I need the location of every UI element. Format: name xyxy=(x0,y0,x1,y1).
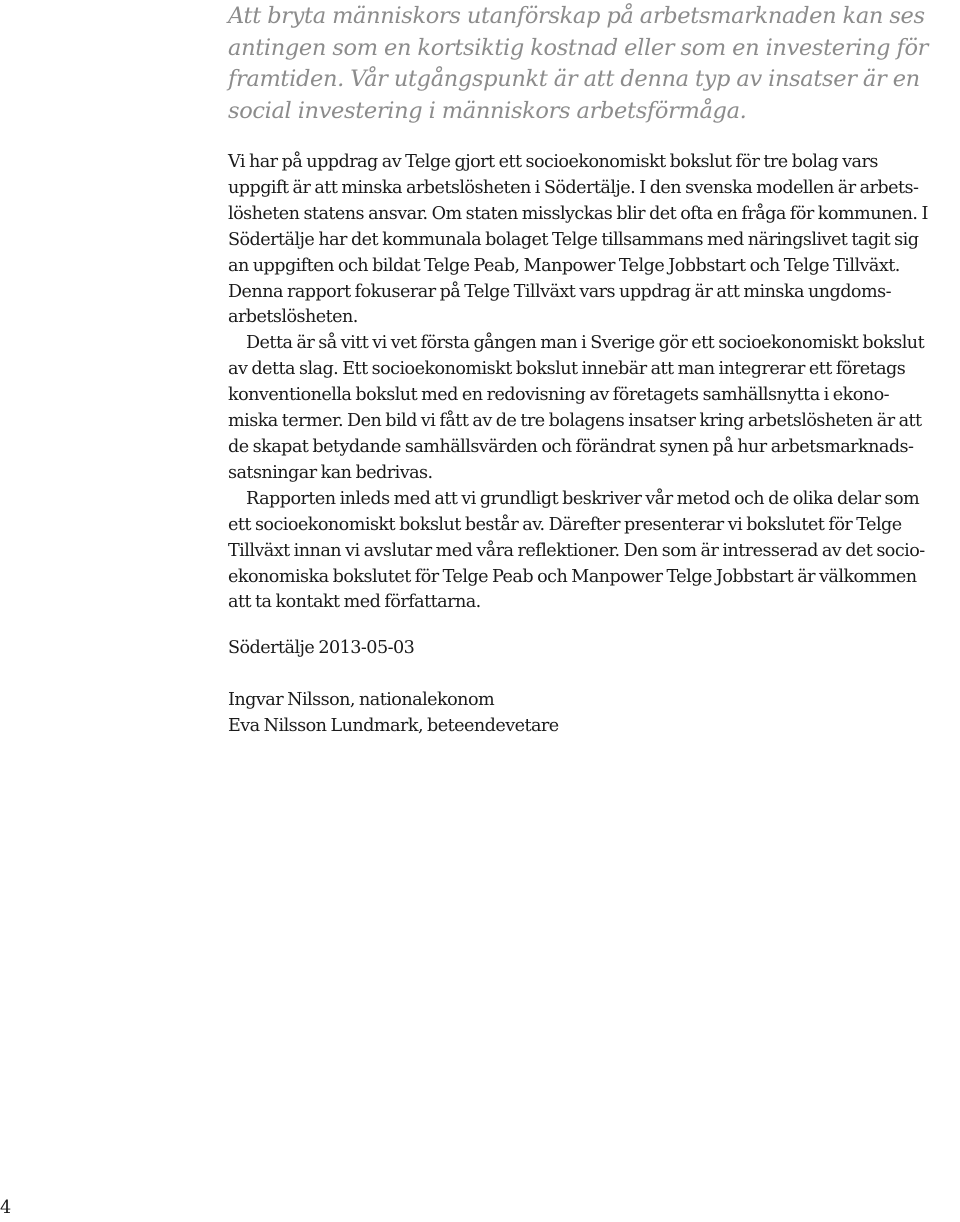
body-line: konventionella bokslut med en redovisning av företagets samhällsnytta i ekono- xyxy=(228,385,890,406)
body-line: Denna rapport fokuserar på Telge Tillväxt vars uppdrag är att minska ungdoms- xyxy=(228,281,891,302)
author-line: Ingvar Nilsson, nationalekonom xyxy=(228,690,495,710)
body-line: ekonomiska bokslutet för Telge Peab och Manpower Telge Jobbstart är välkommen xyxy=(228,566,917,587)
body-line: satsningar kan bedrivas. xyxy=(228,462,433,483)
body-line: miska termer. Den bild vi fått av de tre bolagens insatser kring arbetslösheten är att xyxy=(228,411,922,432)
body-line: Tillväxt innan vi avslutar med våra reflektioner. Den som är intresserad av det socio- xyxy=(228,540,925,561)
intro-line: social investering i människors arbetsförmåga. xyxy=(228,97,747,124)
body-line: Södertälje har det kommunala bolaget Telge tillsammans med näringslivet tagit sig xyxy=(228,229,919,250)
body-line: Detta är så vitt vi vet första gången man i Sverige gör ett socioekonomiskt bokslut xyxy=(246,333,925,354)
paragraph-report-outline xyxy=(228,487,958,617)
intro-line: antingen som en kortsiktig kostnad eller som en investering för xyxy=(228,34,929,61)
body-line: av detta slag. Ett socioekonomiskt bokslut innebär att man integrerar ett företags xyxy=(228,359,906,380)
intro-line: framtiden. Vår utgångspunkt är att denna typ av insatser är en xyxy=(228,66,920,92)
body-line: Vi har på uppdrag av Telge gjort ett socioekonomiskt bokslut för tre bolag vars xyxy=(228,152,878,172)
intro-line: Att bryta människors utanförskap på arbetsmarknaden kan ses xyxy=(228,3,925,29)
body-line: lösheten statens ansvar. Om staten misslyckas blir det ofta en fråga för kommunen. I xyxy=(228,203,928,224)
body-line: uppgift är att minska arbetslösheten i Södertälje. I den svenska modellen är arbets- xyxy=(228,177,919,198)
place-date-text: Södertälje 2013-05-03 xyxy=(228,638,415,658)
page-number: 4 xyxy=(0,1198,12,1218)
body-text xyxy=(228,150,958,616)
body-line: Rapporten inleds med att vi grundligt beskriver vår metod och de olika delar som xyxy=(246,488,920,509)
body-line: ett socioekonomiskt bokslut består av. Därefter presenterar vi bokslutet för Telge xyxy=(228,514,902,535)
authors-block xyxy=(228,688,928,740)
place-date xyxy=(228,636,928,662)
body-line: arbetslösheten. xyxy=(228,307,358,328)
intro-lead-text xyxy=(228,1,928,127)
paragraph-first-time xyxy=(228,331,958,486)
author-line: Eva Nilsson Lundmark, beteendevetare xyxy=(228,715,559,736)
body-line: de skapat betydande samhällsvärden och förändrat synen på hur arbetsmarknads- xyxy=(228,436,914,457)
paragraph-assignment xyxy=(228,150,958,331)
body-line: an uppgiften och bildat Telge Peab, Manpower Telge Jobbstart och Telge Tillväxt. xyxy=(228,255,900,276)
body-line: att ta kontakt med författarna. xyxy=(228,592,481,613)
